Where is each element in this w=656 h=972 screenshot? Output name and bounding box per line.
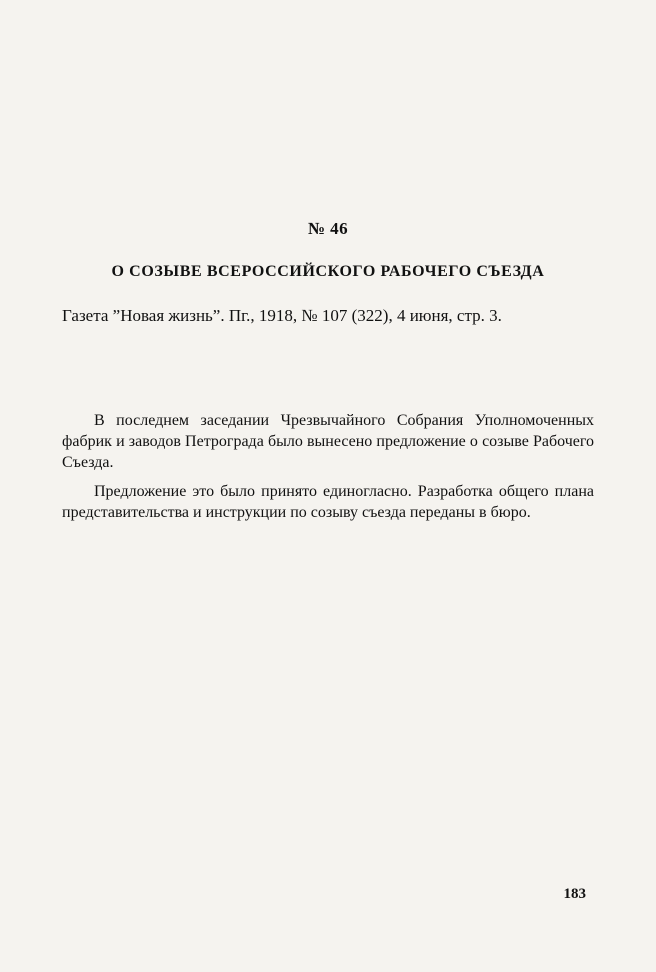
paragraph: В последнем заседании Чрезвычайного Собрания Уполномоченных фабрик и заводов Петрограда было вынесено предложение о созыве Рабочего Съезда. bbox=[62, 412, 594, 471]
document-title: О СОЗЫВЕ ВСЕРОССИЙСКОГО РАБОЧЕГО СЪЕЗДА bbox=[111, 263, 545, 280]
document-number: № 46 bbox=[307, 219, 349, 238]
document-body bbox=[62, 410, 594, 531]
document-source: Газета ”Новая жизнь”. Пг., 1918, № 107 (322), 4 июня, стр. 3. bbox=[62, 306, 502, 325]
page-number: 183 bbox=[563, 886, 586, 902]
paragraph: Предложение это было принято единогласно. Разработка общего плана представительства и инструкции по созыву съезда переданы в бюро. bbox=[62, 483, 594, 521]
